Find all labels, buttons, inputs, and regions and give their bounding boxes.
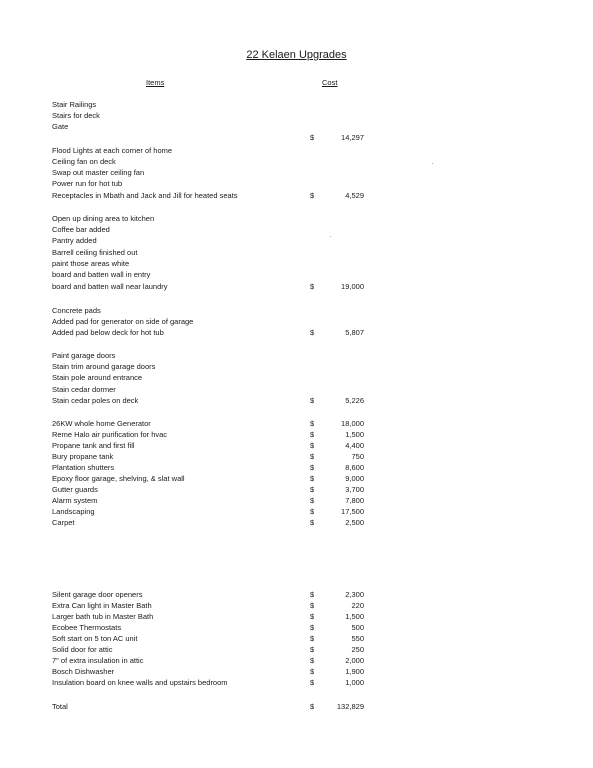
item-line: Added pad below deck for hot tub xyxy=(52,328,164,337)
item-line: Power run for hot tub xyxy=(52,179,123,188)
cost-amount: 550 xyxy=(351,634,364,643)
item-line: Plantation shutters xyxy=(52,463,115,472)
cost-amount: 3,700 xyxy=(345,485,364,494)
item-line: Coffee bar added xyxy=(52,225,110,234)
cost-amount: 1,500 xyxy=(345,430,364,439)
item-line: Carpet xyxy=(52,518,75,527)
currency-symbol: $ xyxy=(310,452,315,461)
item-line: 7" of extra insulation in attic xyxy=(52,656,144,665)
currency-symbol: $ xyxy=(310,702,315,711)
cost-amount: 7,800 xyxy=(345,496,364,505)
item-line: Pantry added xyxy=(52,236,97,245)
currency-symbol: $ xyxy=(310,667,315,676)
item-line: Gate xyxy=(52,122,69,131)
total-label: Total xyxy=(52,702,68,711)
item-line: Stain pole around entrance xyxy=(52,373,143,382)
currency-symbol: $ xyxy=(310,656,315,665)
item-line: Ecobee Thermostats xyxy=(52,623,122,632)
cost-amount: 1,900 xyxy=(345,667,364,676)
item-line: Landscaping xyxy=(52,507,95,516)
scan-speck xyxy=(330,236,331,237)
currency-symbol: $ xyxy=(310,601,315,610)
items-column-header: Items xyxy=(146,78,165,87)
item-line: Insulation board on knee walls and upstairs bedroom xyxy=(52,678,228,687)
item-line: Solid door for attic xyxy=(52,645,113,654)
item-line: Swap out master ceiling fan xyxy=(52,168,145,177)
scan-speck xyxy=(432,163,433,164)
item-line: Stair Railings xyxy=(52,100,97,109)
currency-symbol: $ xyxy=(310,507,315,516)
currency-symbol: $ xyxy=(310,463,315,472)
cost-amount: 14,297 xyxy=(341,133,364,142)
currency-symbol: $ xyxy=(310,645,315,654)
item-line: Ceiling fan on deck xyxy=(52,157,116,166)
item-line: Gutter guards xyxy=(52,485,98,494)
cost-amount: 17,500 xyxy=(341,507,364,516)
item-line: Bosch Dishwasher xyxy=(52,667,115,676)
item-line: Alarm system xyxy=(52,496,98,505)
total-amount: 132,829 xyxy=(336,702,364,711)
cost-amount: 5,807 xyxy=(345,328,364,337)
cost-amount: 2,000 xyxy=(345,656,364,665)
cost-amount: 19,000 xyxy=(341,282,364,291)
currency-symbol: $ xyxy=(310,282,315,291)
item-line: Extra Can light in Master Bath xyxy=(52,601,152,610)
cost-amount: 4,400 xyxy=(345,441,364,450)
item-line: Soft start on 5 ton AC unit xyxy=(52,634,138,643)
currency-symbol: $ xyxy=(310,441,315,450)
document-title: 22 Kelaen Upgrades xyxy=(246,49,347,61)
cost-amount: 2,300 xyxy=(345,590,364,599)
currency-symbol: $ xyxy=(310,612,315,621)
item-line: Paint garage doors xyxy=(52,351,116,360)
cost-amount: 5,226 xyxy=(345,396,364,405)
currency-symbol: $ xyxy=(310,396,315,405)
item-line: Open up dining area to kitchen xyxy=(52,214,155,223)
item-line: board and batten wall in entry xyxy=(52,270,151,279)
currency-symbol: $ xyxy=(310,623,315,632)
cost-amount: 2,500 xyxy=(345,518,364,527)
cost-amount: 1,000 xyxy=(345,678,364,687)
currency-symbol: $ xyxy=(310,430,315,439)
item-line: Flood Lights at each corner of home xyxy=(52,146,173,155)
cost-amount: 9,000 xyxy=(345,474,364,483)
currency-symbol: $ xyxy=(310,518,315,527)
cost-column-header: Cost xyxy=(322,78,338,87)
item-line: Stairs for deck xyxy=(52,111,100,120)
currency-symbol: $ xyxy=(310,496,315,505)
item-line: Reme Halo air purification for hvac xyxy=(52,430,168,439)
cost-amount: 8,600 xyxy=(345,463,364,472)
cost-amount: 220 xyxy=(351,601,364,610)
item-line: board and batten wall near laundry xyxy=(52,282,168,291)
item-line: 26KW whole home Generator xyxy=(52,419,151,428)
item-line: Concrete pads xyxy=(52,306,101,315)
currency-symbol: $ xyxy=(310,419,315,428)
currency-symbol: $ xyxy=(310,634,315,643)
item-line: Larger bath tub in Master Bath xyxy=(52,612,154,621)
currency-symbol: $ xyxy=(310,328,315,337)
cost-amount: 250 xyxy=(351,645,364,654)
item-line: Receptacles in Mbath and Jack and Jill for heated seats xyxy=(52,191,238,200)
currency-symbol: $ xyxy=(310,474,315,483)
item-line: Barrell ceiling finished out xyxy=(52,248,138,257)
currency-symbol: $ xyxy=(310,678,315,687)
cost-amount: 18,000 xyxy=(341,419,364,428)
item-line: Added pad for generator on side of garage xyxy=(52,317,194,326)
currency-symbol: $ xyxy=(310,485,315,494)
cost-amount: 4,529 xyxy=(345,191,364,200)
currency-symbol: $ xyxy=(310,191,315,200)
cost-amount: 500 xyxy=(351,623,364,632)
item-line: Stain cedar dormer xyxy=(52,385,116,394)
item-line: Epoxy floor garage, shelving, & slat wall xyxy=(52,474,185,483)
cost-amount: 1,500 xyxy=(345,612,364,621)
currency-symbol: $ xyxy=(310,133,315,142)
item-line: Bury propane tank xyxy=(52,452,114,461)
item-line: Propane tank and first fill xyxy=(52,441,135,450)
currency-symbol: $ xyxy=(310,590,315,599)
item-line: Silent garage door openers xyxy=(52,590,143,599)
item-line: Stain trim around garage doors xyxy=(52,362,156,371)
cost-amount: 750 xyxy=(351,452,364,461)
item-line: Stain cedar poles on deck xyxy=(52,396,139,405)
item-line: paint those areas white xyxy=(52,259,130,268)
